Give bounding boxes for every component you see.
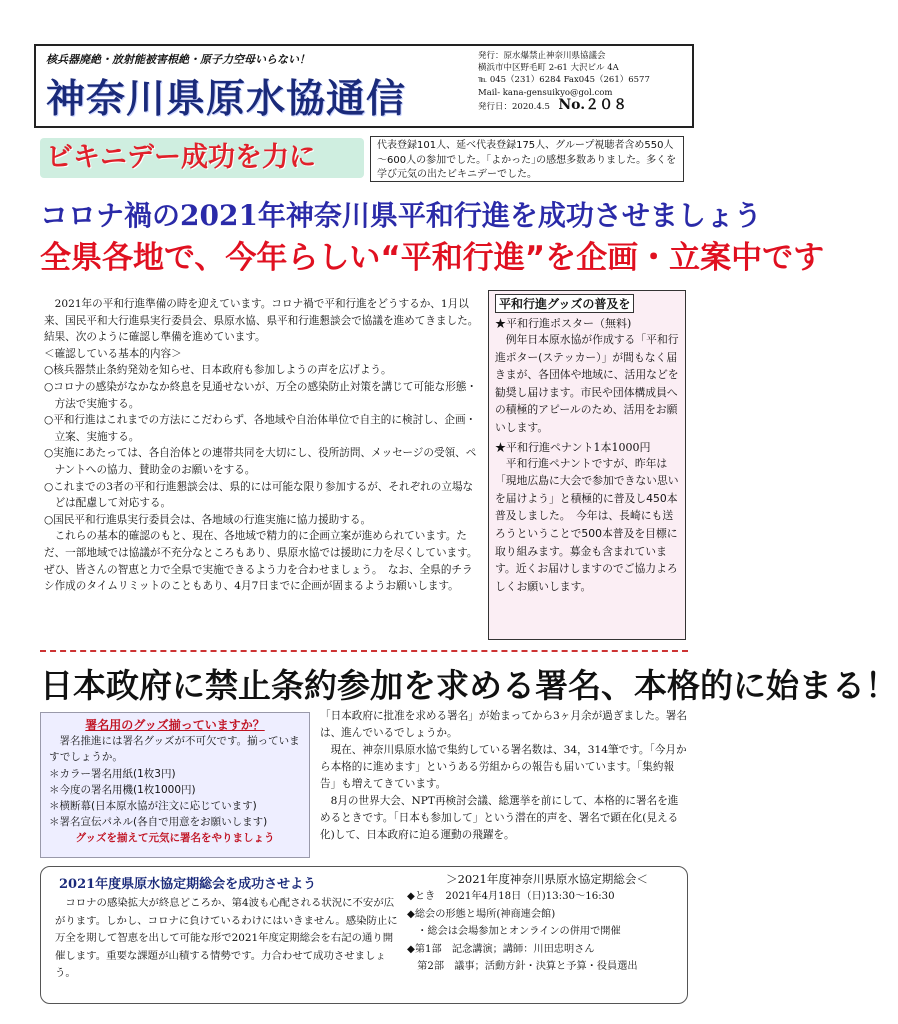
address: 横浜市中区野毛町 2-61 大沢ビル 4A bbox=[478, 63, 619, 74]
issue-date: 発行日：2020.4.5 bbox=[478, 101, 550, 112]
peace-item: ○コロナの感染がなかなか終息を見通せないが、万全の感染防止対策を講じて可能な形態・方法で実施する。 bbox=[44, 380, 477, 410]
masthead bbox=[34, 44, 694, 128]
signature-para: 現在、神奈川県原水協で集約している署名数は、34，314筆です。「今月から本格的に進めます」というある労組からの報告も届いています。「集約報告」も増えてきています。 bbox=[320, 744, 687, 790]
peace-item: ○国民平和行進県実行委員会は、各地域の行進実施に協力援助する。 bbox=[44, 513, 372, 526]
general-meeting-box bbox=[40, 866, 688, 1004]
schedule-item: ・総会は会場参加とオンラインの併用で開催 bbox=[407, 926, 621, 938]
signature-box-slogan: グッズを揃えて元気に署名をやりましょう bbox=[75, 832, 275, 845]
schedule-item: ◆とき 2021年4月18日（日)13:30～16:30 bbox=[407, 891, 615, 903]
peace-item: ○これまでの3者の平和行進懇談会は、県的には可能な限り参加するが、それぞれの立場などは配慮して対応する。 bbox=[44, 480, 474, 510]
signature-para: 8月の世界大会、NPT再検討会議、総選挙を前にして、本格的に署名を進めるときです。「日本も参加して」という潜在的声を、署名で顕在化(見える化)して、日本政府に迫る運動の飛躍を。 bbox=[320, 795, 679, 841]
peace-march-article bbox=[44, 296, 480, 595]
bikini-headline: ビキニデー成功を力に bbox=[40, 138, 364, 178]
bikini-summary: 代表登録101人、延べ代表登録175人、グループ視聴者含め550人～600人の参加でした。｢よかった｣の感想多数ありました。多くを学び元気の出たビキニデーでした。 bbox=[370, 136, 684, 182]
schedule-title: ＞2021年度神奈川県原水協定期総会＜ bbox=[446, 872, 648, 886]
peace-item: ○核兵器禁止条約発効を知らせ、日本政府も参加しようの声を広げよう。 bbox=[44, 364, 392, 377]
peace-march-subheadline: 全県各地で、今年らしい“平和行進”を企画・立案中です bbox=[40, 240, 825, 276]
issue-line bbox=[478, 96, 688, 113]
pennant-title: ★平和行進ペナント1本1000円 bbox=[495, 440, 651, 454]
peace-intro: 2021年の平和行進準備の時を迎えています。コロナ禍で平和行進をどうするか、1月以来、国民平和大行進県実行委員会、県原水協、県平和行進懇談会で協議を進めてきました。結果、次のように確認し準備を進めています。 bbox=[44, 298, 479, 344]
pennant-body: 平和行進ペナントですが、昨年は「現地広島に大会で参加できない思いを届けよう」と積極的に普及し450本普及しました。 今年は、長崎にも送ろうということで500本普及を目標に取り組みます。募金も含まれています。近くお届けしますのでご協力よろしくお願いします。 bbox=[495, 456, 679, 593]
publisher-info bbox=[478, 50, 688, 113]
schedule-item: ◆第1部 記念講演；講師：川田忠明さん bbox=[407, 943, 595, 955]
signature-box-item: ＊今度の署名用機(1枚1000円) bbox=[49, 783, 196, 796]
peace-item: ○平和行進はこれまでの方法にこだわらず、各地域や自治体単位で自主的に検討し、企画・立案、実施する。 bbox=[44, 414, 477, 443]
signature-goods-box bbox=[40, 712, 310, 858]
signature-article bbox=[320, 708, 688, 844]
peace-closing: これらの基本的確認のもと、現在、各地域で精力的に企画立案が進められています。ただ、一部地域では協議が不充分なところもあり、県原水協では援助に力を尽くしています。ぜひ、皆さんの智恵と力で全県で実施できるよう力を合わせましょう。 なお、全県的チラシ作成のタイムリミットのこともあり、4月7日までに企画が固まるようお願いします。 bbox=[44, 530, 478, 593]
newsletter-title: 神奈川県原水協通信 bbox=[46, 76, 407, 122]
peace-item: ○実施にあたっては、各自治体との連帯共同を大切にし、役所訪問、メッセージの受領、ペナントへの協力、賛助金のお願いをする。 bbox=[44, 447, 477, 476]
schedule-item: ◆総会の形態と場所(神商連会館) bbox=[407, 908, 556, 920]
issue-number: No.２０８ bbox=[558, 96, 628, 113]
signature-box-item: ＊横断幕(日本原水協が注文に応じています) bbox=[49, 800, 257, 813]
peace-subhead: ＜確認している基本的内容＞ bbox=[44, 347, 182, 360]
poster-body: 例年日本原水協が作成する「平和行進ポター(ステッカー）」が間もなく届きまが、各団体や地域に、活用などを勧奨し届けます。市民や団体構成員への積極的アピールのため、活用をお願いします。 bbox=[495, 333, 679, 434]
peace-march-headline: コロナ禍の2021年神奈川県平和行進を成功させましょう bbox=[40, 199, 762, 232]
peace-goods-box bbox=[488, 290, 686, 640]
meeting-body-text: コロナの感染拡大が終息どころか、第4波も心配される状況に不安が広がります。しかし、コロナに負けているわけにはいきません。感染防止に万全を期して智恵を出して可能な形で2021年度定期総会を右記の通り開催します。重要な課題が山積する情勢です。力合わせて成功させましょう。 bbox=[55, 897, 398, 980]
section-divider bbox=[40, 650, 688, 652]
signature-box-intro: 署名推進には署名グッズが不可欠です。揃っていますでしょうか。 bbox=[49, 735, 300, 764]
signature-box-item: ＊署名宣伝パネル(各自で用意をお願いします) bbox=[49, 816, 268, 829]
meeting-title: 2021年度県原水協定期総会を成功させよう bbox=[59, 877, 317, 892]
mail: Mail- kana-gensuikyo@gol.com bbox=[478, 87, 613, 98]
signature-headline: 日本政府に禁止条約参加を求める署名、本格的に始まる！ bbox=[40, 666, 898, 705]
signature-para: 「日本政府に批准を求める署名」が始まってから3ヶ月余が過ぎました。署名は、進んでいるでしょうか。 bbox=[320, 710, 687, 739]
meeting-schedule bbox=[407, 871, 687, 975]
publisher: 発行：原水爆禁止神奈川県協議会 bbox=[478, 51, 606, 61]
signature-box-item: ＊カラー署名用紙(1枚3円) bbox=[49, 767, 176, 780]
meeting-body bbox=[55, 895, 401, 983]
signature-box-title: 署名用のグッズ揃っていますか？ bbox=[85, 718, 265, 732]
masthead-slogan: 核兵器廃絶・放射能被害根絶・原子力空母いらない！ bbox=[46, 53, 310, 66]
schedule-item: 第2部 議事；活動方針・決算と予算・役員選出 bbox=[407, 961, 638, 973]
tel-fax: ℡ 045（231）6284 Fax045（261）6577 bbox=[478, 75, 650, 86]
goods-title: 平和行進グッズの普及を bbox=[495, 294, 634, 313]
poster-title: ★平和行進ポスター（無料) bbox=[495, 317, 632, 330]
